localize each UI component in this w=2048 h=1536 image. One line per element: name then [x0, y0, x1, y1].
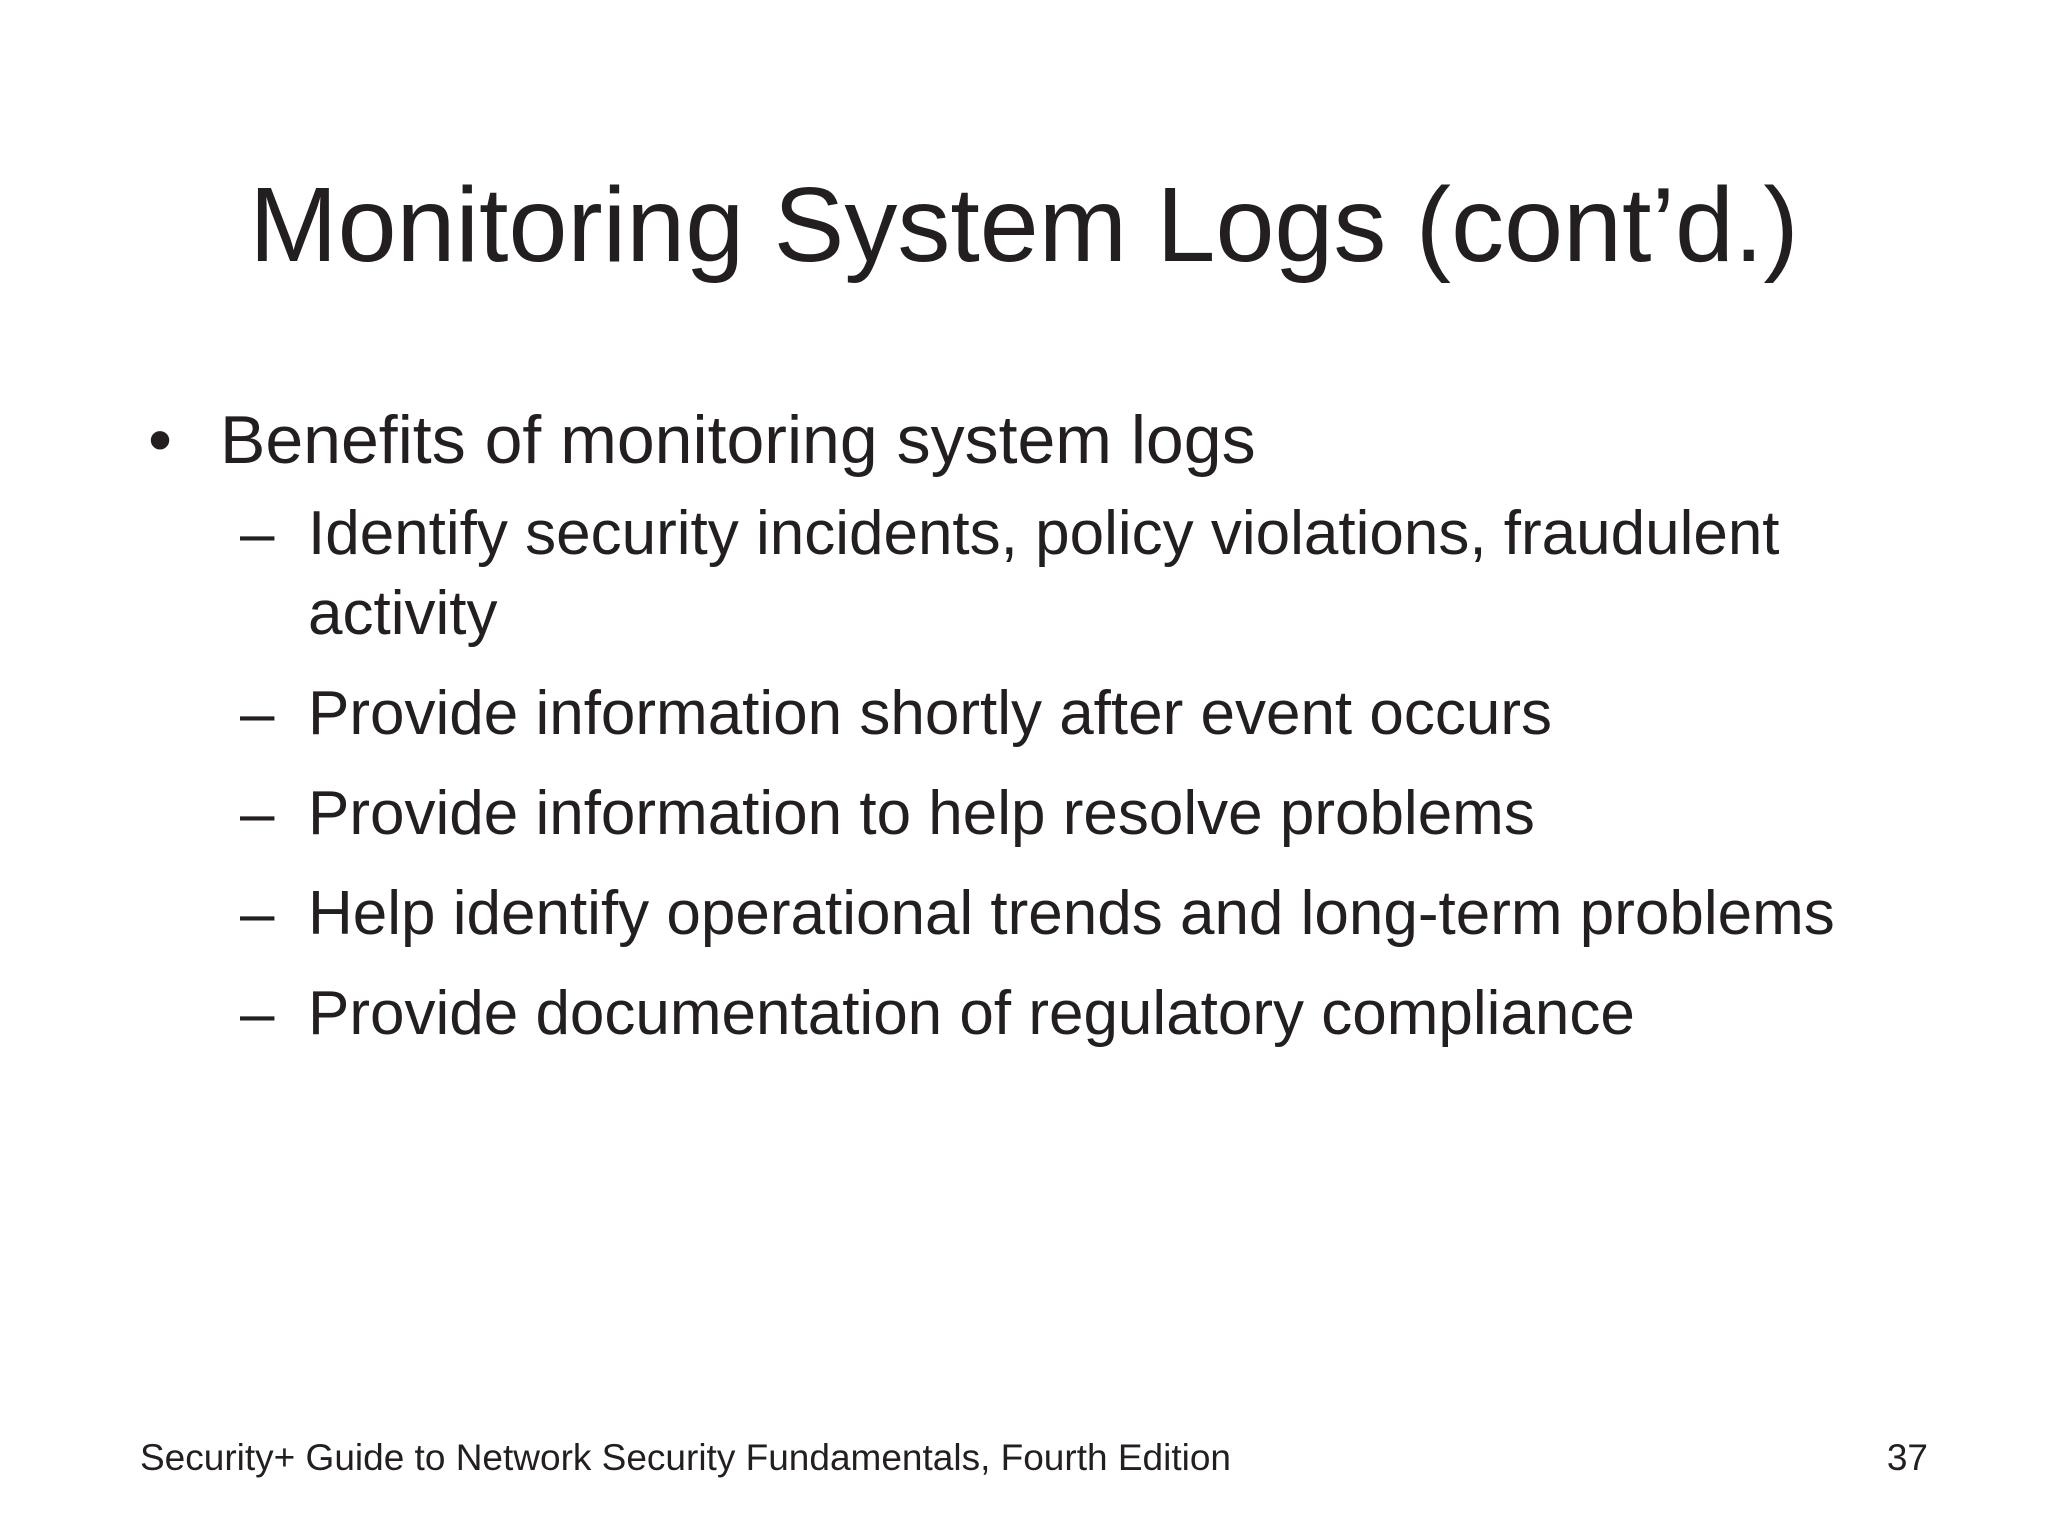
- dash-marker: –: [240, 779, 275, 848]
- sub-bullet-text: Help identify operational trends and long-term problems: [308, 879, 1835, 948]
- dash-marker: –: [240, 499, 275, 568]
- sub-bullet-item: [240, 874, 1940, 954]
- sub-bullet-text: Provide information to help resolve problems: [308, 779, 1535, 848]
- dash-marker: –: [240, 979, 275, 1048]
- sub-bullet-item: [240, 494, 1940, 654]
- slide-footer: [140, 1436, 1928, 1480]
- sub-bullet-text: Provide information shortly after event occurs: [308, 679, 1552, 748]
- slide-title: Monitoring System Logs (cont’d.): [249, 166, 1799, 284]
- sub-bullet-item: [240, 674, 1940, 754]
- sub-bullet-text: Provide documentation of regulatory compliance: [308, 979, 1635, 1048]
- dash-marker: –: [240, 679, 275, 748]
- sub-bullet-list: [240, 494, 1940, 1054]
- sub-bullet-text: Identify security incidents, policy violations, fraudulent activity: [308, 499, 1780, 648]
- bullet-list: [140, 400, 1940, 1074]
- sub-bullet-item: [240, 774, 1940, 854]
- page-number: 37: [1886, 1437, 1928, 1478]
- bullet-text: Benefits of monitoring system logs: [220, 402, 1256, 478]
- footer-source: Security+ Guide to Network Security Fundamentals, Fourth Edition: [140, 1437, 1231, 1478]
- sub-bullet-item: [240, 974, 1940, 1054]
- bullet-marker: •: [148, 402, 172, 478]
- bullet-item: [140, 400, 1940, 480]
- dash-marker: –: [240, 879, 275, 948]
